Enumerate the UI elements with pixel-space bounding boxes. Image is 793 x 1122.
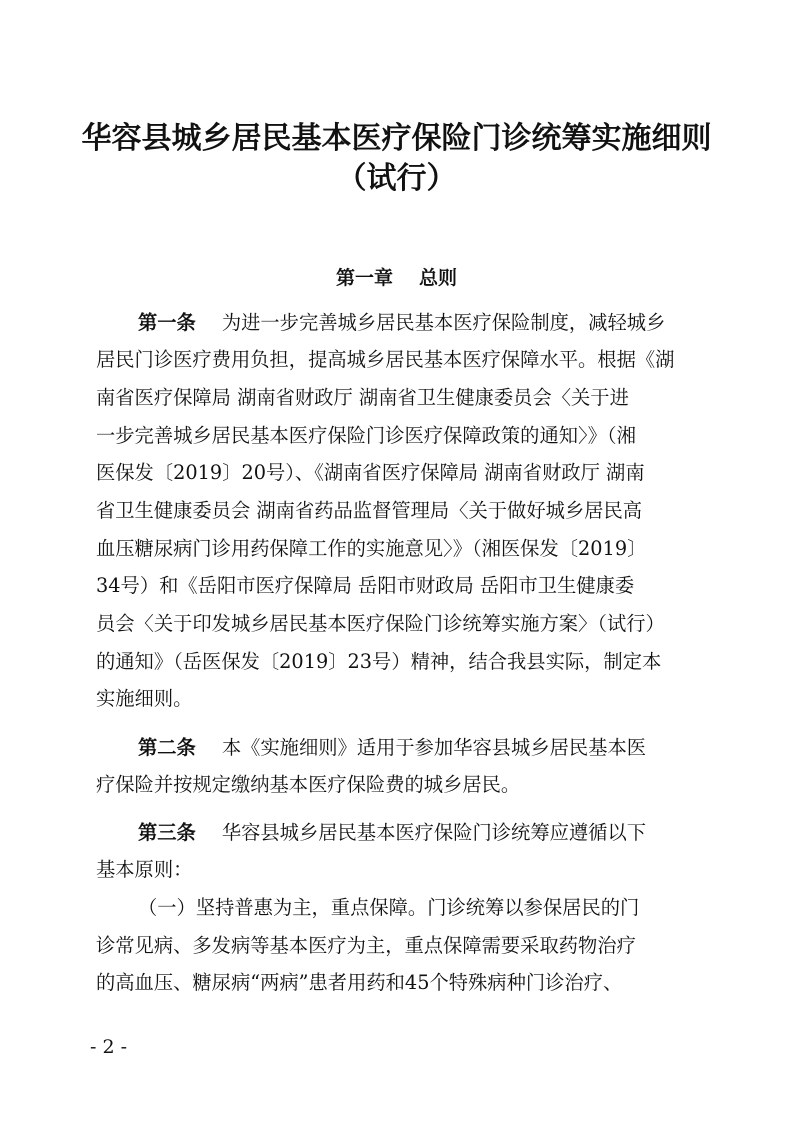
paragraph-line: （一）坚持普惠为主，重点保障。门诊统筹以参保居民的门 <box>138 896 640 919</box>
paragraph-line <box>138 738 646 757</box>
chapter-number: 第一章 <box>335 267 393 289</box>
paragraph-text: 本《实施细则》适用于参加华容县城乡居民基本医 <box>221 736 647 759</box>
paragraph-line: 基本原则： <box>96 858 193 881</box>
document-subtitle: （试行） <box>336 161 457 196</box>
paragraph-line: 血压糖尿病门诊用药保障工作的实施意见〉》（湘医保发〔2019〕 <box>96 537 647 560</box>
paragraph-line <box>138 823 646 842</box>
paragraph-line: 疗保险并按规定缴纳基本医疗保险费的城乡居民。 <box>96 773 521 796</box>
page-number: - 2 - <box>90 1036 128 1058</box>
document-title: 华容县城乡居民基本医疗保险门诊统筹实施细则 <box>81 121 712 156</box>
paragraph-line: 的高血压、糖尿病“两病”患者用药和45个特殊病种门诊治疗、 <box>96 971 623 994</box>
paragraph-line: 34号）和《岳阳市医疗保障局 岳阳市财政局 岳阳市卫生健康委 <box>96 574 635 597</box>
paragraph-text: 为进一步完善城乡居民基本医疗保险制度，减轻城乡 <box>221 311 666 334</box>
chapter-heading <box>0 263 793 290</box>
paragraph-line: 省卫生健康委员会 湖南省药品监督管理局〈关于做好城乡居民高 <box>96 499 643 522</box>
paragraph-line: 员会〈关于印发城乡居民基本医疗保险门诊统筹实施方案〉（试行） <box>96 612 665 635</box>
article-label: 第三条 <box>138 821 196 844</box>
paragraph-line: 南省医疗保障局 湖南省财政厅 湖南省卫生健康委员会〈关于进 <box>96 386 629 409</box>
chapter-name: 总则 <box>419 267 458 289</box>
paragraph-line: 居民门诊医疗费用负担，提高城乡居民基本医疗保障水平。根据《湖 <box>96 348 675 371</box>
paragraph-text: 华容县城乡居民基本医疗保险门诊统筹应遵循以下 <box>221 821 647 844</box>
paragraph-line <box>138 313 665 332</box>
paragraph-line: 诊常见病、多发病等基本医疗为主，重点保障需要采取药物治疗 <box>96 934 636 957</box>
article-label: 第二条 <box>138 736 196 759</box>
paragraph-line: 一步完善城乡居民基本医疗保险门诊医疗保障政策的通知〉》（湘 <box>96 424 636 447</box>
article-label: 第一条 <box>138 311 196 334</box>
paragraph-line: 医保发〔2019〕20号）、《湖南省医疗保障局 湖南省财政厅 湖南 <box>96 461 645 484</box>
paragraph-line: 实施细则。 <box>96 687 193 710</box>
paragraph-line: 的通知》（岳医保发〔2019〕23号）精神，结合我县实际，制定本 <box>96 650 662 673</box>
